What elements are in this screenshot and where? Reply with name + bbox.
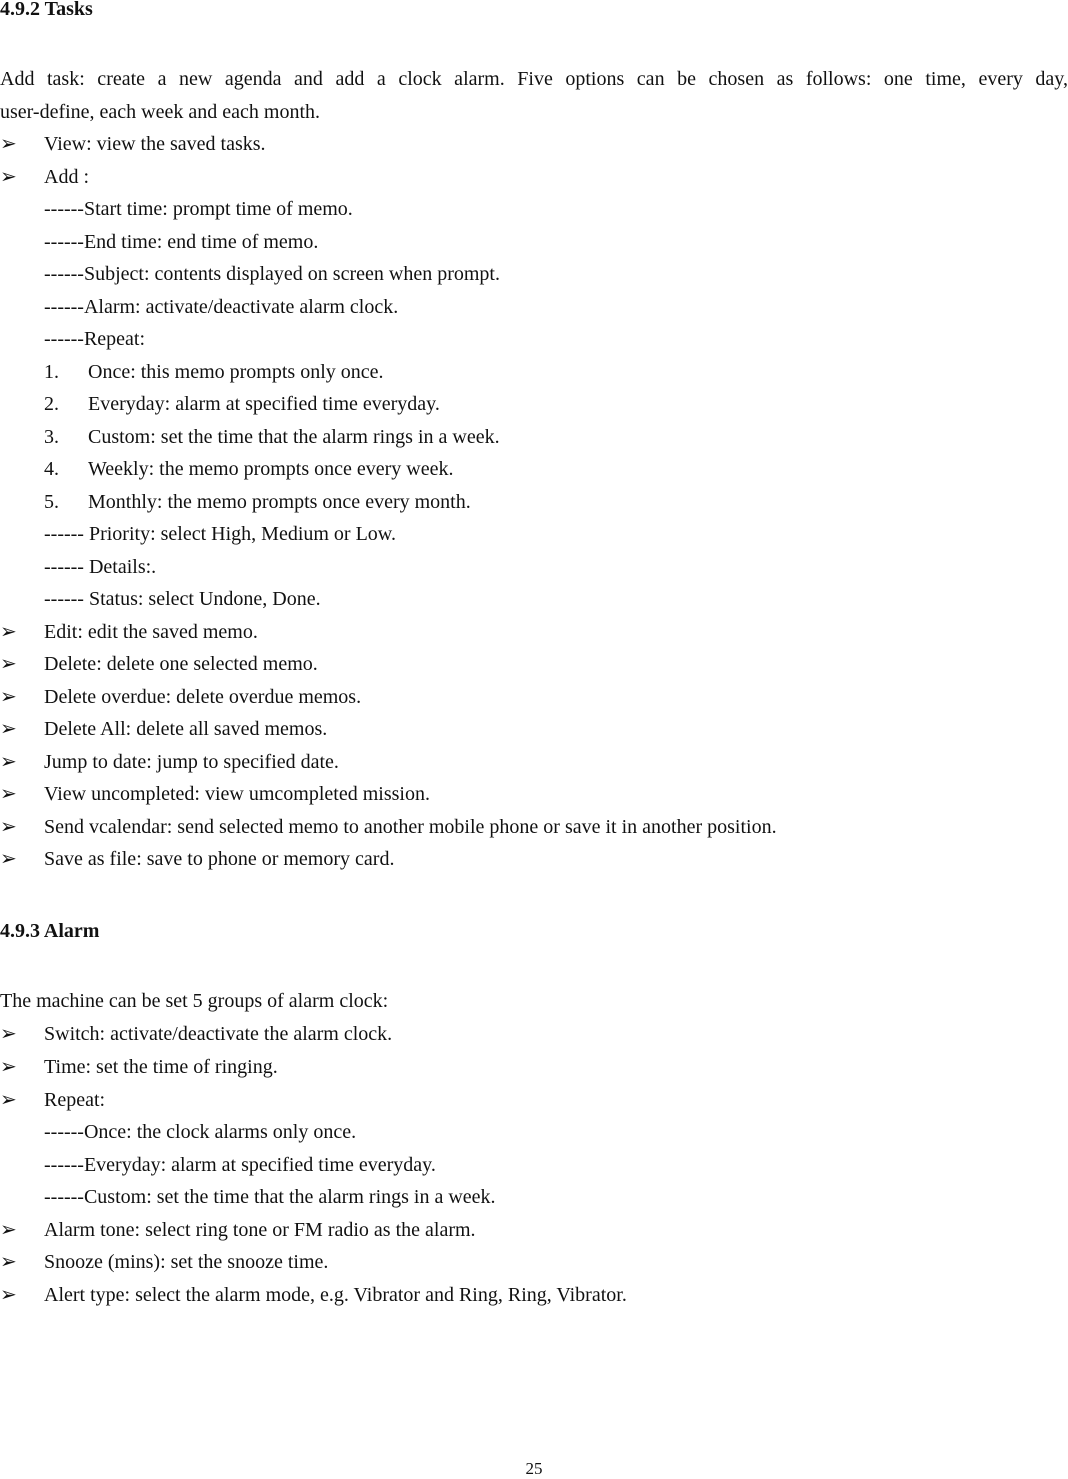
alarm-intro: The machine can be set 5 groups of alarm clock:: [0, 990, 389, 1012]
item-text: Once: this memo prompts only once.: [88, 361, 384, 383]
arrow-bullet-icon: ➢: [0, 686, 17, 708]
sub-item: ------Repeat:: [44, 328, 146, 350]
list-item-text: Delete All: delete all saved memos.: [44, 718, 328, 740]
arrow-bullet-icon: ➢: [0, 1251, 17, 1273]
item-number: 2.: [44, 393, 59, 415]
arrow-bullet-icon: ➢: [0, 1089, 17, 1111]
list-item-text: Send vcalendar: send selected memo to another mobile phone or save it in another position.: [44, 816, 777, 838]
list-item-text: Alert type: select the alarm mode, e.g. Vibrator and Ring, Ring, Vibrator.: [44, 1284, 627, 1306]
arrow-bullet-icon: ➢: [0, 751, 17, 773]
item-number: 1.: [44, 361, 59, 383]
item-text: Weekly: the memo prompts once every week.: [88, 458, 454, 480]
list-item-text: Delete overdue: delete overdue memos.: [44, 686, 362, 708]
list-item-text: Edit: edit the saved memo.: [44, 621, 258, 643]
sub-item: ------Subject: contents displayed on screen when prompt.: [44, 263, 500, 285]
item-number: 4.: [44, 458, 59, 480]
tasks-intro-line-2: user-define, each week and each month.: [0, 101, 320, 123]
item-text: Custom: set the time that the alarm rings in a week.: [88, 426, 500, 448]
sub-item: ------End time: end time of memo.: [44, 231, 319, 253]
arrow-bullet-icon: ➢: [0, 166, 17, 188]
sub-item: ------Once: the clock alarms only once.: [44, 1121, 357, 1143]
tasks-intro-line-1: Add task: create a new agenda and add a clock alarm. Five options can be chosen as follows: one time, every day,: [0, 68, 1068, 90]
item-number: 3.: [44, 426, 59, 448]
arrow-bullet-icon: ➢: [0, 783, 17, 805]
sub-item: ------ Priority: select High, Medium or Low.: [44, 523, 396, 545]
arrow-bullet-icon: ➢: [0, 816, 17, 838]
list-item-text: View uncompleted: view umcompleted mission.: [44, 783, 430, 805]
section-heading-tasks: 4.9.2 Tasks: [0, 0, 93, 20]
sub-item: ------Custom: set the time that the alarm rings in a week.: [44, 1186, 496, 1208]
list-item-text: View: view the saved tasks.: [44, 133, 266, 155]
item-number: 5.: [44, 491, 59, 513]
arrow-bullet-icon: ➢: [0, 621, 17, 643]
section-heading-alarm: 4.9.3 Alarm: [0, 920, 100, 942]
list-item-text: Time: set the time of ringing.: [44, 1056, 278, 1078]
arrow-bullet-icon: ➢: [0, 653, 17, 675]
list-item-text: Add :: [44, 166, 89, 188]
sub-item: ------ Status: select Undone, Done.: [44, 588, 321, 610]
sub-item: ------Start time: prompt time of memo.: [44, 198, 353, 220]
sub-item: ------Alarm: activate/deactivate alarm clock.: [44, 296, 399, 318]
page-number: 25: [525, 1459, 543, 1478]
list-item-text: Alarm tone: select ring tone or FM radio as the alarm.: [44, 1219, 476, 1241]
list-item-text: Jump to date: jump to specified date.: [44, 751, 339, 773]
arrow-bullet-icon: ➢: [0, 718, 17, 740]
list-item-text: Save as file: save to phone or memory card.: [44, 848, 395, 870]
arrow-bullet-icon: ➢: [0, 1284, 17, 1306]
list-item-text: Snooze (mins): set the snooze time.: [44, 1251, 329, 1273]
item-text: Monthly: the memo prompts once every month.: [88, 491, 471, 513]
arrow-bullet-icon: ➢: [0, 133, 17, 155]
list-item-text: Delete: delete one selected memo.: [44, 653, 318, 675]
arrow-bullet-icon: ➢: [0, 1219, 17, 1241]
arrow-bullet-icon: ➢: [0, 1056, 17, 1078]
arrow-bullet-icon: ➢: [0, 1023, 17, 1045]
item-text: Everyday: alarm at specified time everyday.: [88, 393, 440, 415]
list-item-text: Switch: activate/deactivate the alarm clock.: [44, 1023, 393, 1045]
arrow-bullet-icon: ➢: [0, 848, 17, 870]
sub-item: ------ Details:.: [44, 556, 157, 578]
list-item-text: Repeat:: [44, 1089, 106, 1111]
sub-item: ------Everyday: alarm at specified time everyday.: [44, 1154, 436, 1176]
